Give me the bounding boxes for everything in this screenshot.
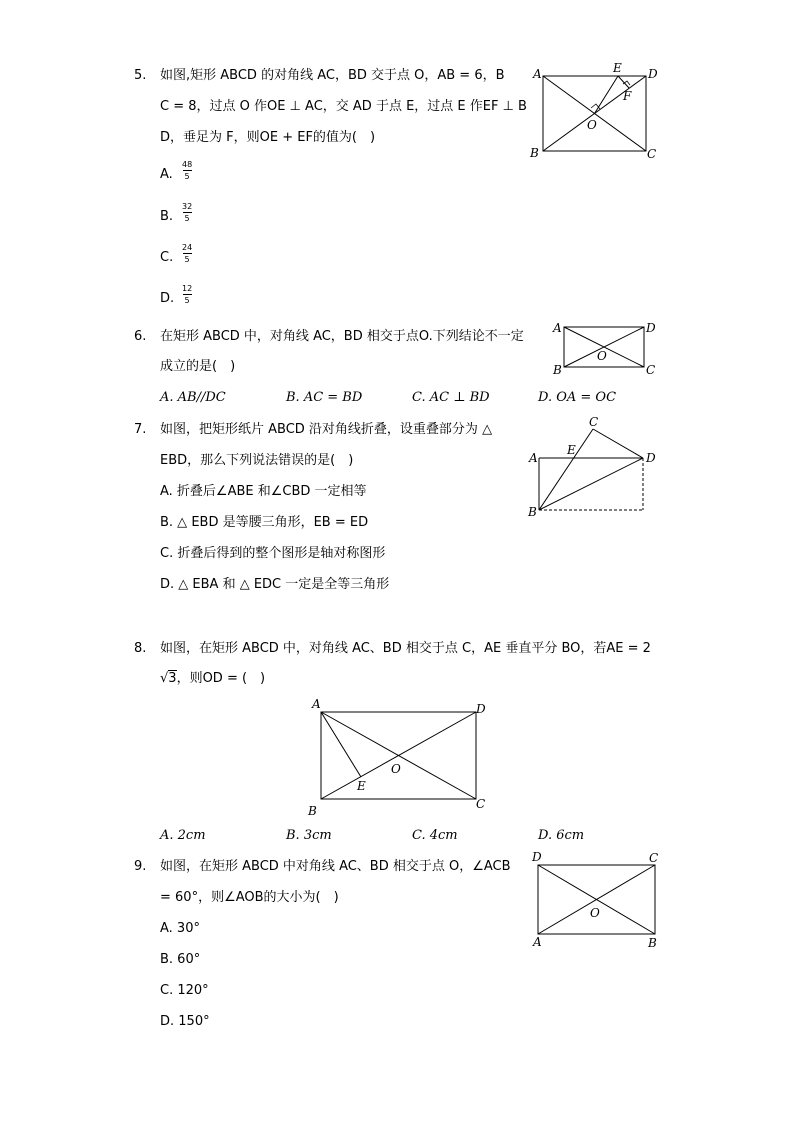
option-label: C. <box>160 250 174 265</box>
vertex-label: B <box>648 936 657 950</box>
fraction-bar <box>183 253 192 254</box>
vertex-label: C <box>589 415 599 429</box>
vertex-label: D <box>648 67 658 81</box>
vertex-label: C <box>647 147 657 161</box>
q9-figure <box>525 848 665 950</box>
vertex-label: E <box>357 779 366 793</box>
vertex-label: D <box>646 451 656 465</box>
fraction-denominator: 5 <box>184 214 190 223</box>
fraction-numerator: 48 <box>182 160 193 169</box>
option-a[interactable]: A. 折叠后∠ABE 和∠CBD 一定相等 <box>160 484 367 499</box>
vertex-label: E <box>613 61 622 75</box>
q7-figure <box>525 412 660 520</box>
option-fraction <box>182 243 192 264</box>
option-fraction <box>182 160 192 181</box>
option-b[interactable]: B. 60° <box>160 952 201 967</box>
fraction-numerator: 32 <box>182 202 193 211</box>
option-b[interactable]: B. AC = BD <box>286 390 363 405</box>
fraction-bar <box>183 212 192 213</box>
vertex-label: C <box>649 851 659 865</box>
vertex-label: O <box>587 118 597 132</box>
question-number: 6. <box>134 329 147 344</box>
question-text-line: EBD，那么下列说法错误的是( ) <box>160 453 354 468</box>
sqrt-radicand: 3 <box>168 671 177 686</box>
vertex-label: C <box>646 363 656 377</box>
vertex-label: B <box>553 363 562 377</box>
question-text-line: 在矩形 ABCD 中，对角线 AC，BD 相交于点O.下列结论不一定 <box>160 329 524 344</box>
vertex-label: D <box>532 850 542 864</box>
vertex-label: B <box>528 505 537 519</box>
fraction-denominator: 5 <box>184 255 190 264</box>
option-fraction <box>182 202 192 223</box>
question-text-line: 如图，在矩形 ABCD 中，对角线 AC、BD 相交于点 C，AE 垂直平分 BO，若AE = 2 <box>160 641 651 656</box>
question-text-line: = 60°，则∠AOB的大小为( ) <box>160 890 339 905</box>
option-label: B. <box>160 209 174 224</box>
option-label: A. <box>160 167 173 182</box>
option-a[interactable]: A. 2cm <box>160 828 206 843</box>
vertex-label: O <box>597 349 607 363</box>
fraction-bar <box>183 294 192 295</box>
question-number: 9. <box>134 859 147 874</box>
option-a[interactable]: A. 30° <box>160 921 200 936</box>
question-text-line: 成立的是( ) <box>160 359 236 374</box>
question-text-line: C = 8，过点 O 作OE ⊥ AC，交 AD 于点 E，过点 E 作EF ⊥ B <box>160 99 527 114</box>
fraction-numerator: 24 <box>182 243 193 252</box>
vertex-label: B <box>308 804 317 818</box>
option-c[interactable]: C. 折叠后得到的整个图形是轴对称图形 <box>160 546 386 561</box>
vertex-label: A <box>312 697 321 711</box>
option-a[interactable]: A. AB//DC <box>160 390 226 405</box>
option-d[interactable]: D. △ EBA 和 △ EDC 一定是全等三角形 <box>160 577 390 592</box>
vertex-label: B <box>530 146 539 160</box>
vertex-label: A <box>529 451 538 465</box>
vertex-label: O <box>391 762 401 776</box>
question-number: 5. <box>134 68 147 83</box>
option-d[interactable]: D. OA = OC <box>538 390 617 405</box>
question-text-line <box>160 671 265 687</box>
option-fraction <box>182 284 192 305</box>
question-number: 8. <box>134 641 147 656</box>
fraction-denominator: 5 <box>184 172 190 181</box>
fraction-numerator: 12 <box>182 284 193 293</box>
vertex-label: O <box>590 906 600 920</box>
option-b[interactable]: B. 3cm <box>286 828 332 843</box>
option-b[interactable]: B. △ EBD 是等腰三角形，EB = ED <box>160 515 369 530</box>
q8-figure <box>305 695 495 820</box>
question-text-tail: ，则OD = ( ) <box>176 671 266 686</box>
question-text-line: 如图，把矩形纸片 ABCD 沿对角线折叠，设重叠部分为 △ <box>160 422 493 437</box>
option-c[interactable]: C. AC ⊥ BD <box>412 390 490 405</box>
option-c[interactable]: C. 4cm <box>412 828 458 843</box>
q6-figure <box>548 318 663 380</box>
question-text-line: 如图，在矩形 ABCD 中对角线 AC、BD 相交于点 O，∠ACB <box>160 859 511 874</box>
question-text-line: D，垂足为 F，则OE + EF的值为( ) <box>160 130 376 145</box>
sqrt-sign: √ <box>160 671 169 686</box>
vertex-label: A <box>553 321 562 335</box>
fraction-denominator: 5 <box>184 296 190 305</box>
option-d[interactable]: D. 6cm <box>538 828 585 843</box>
vertex-label: D <box>476 702 486 716</box>
vertex-label: D <box>646 321 656 335</box>
option-c[interactable]: C. 120° <box>160 983 209 998</box>
vertex-label: C <box>476 797 486 811</box>
vertex-label: A <box>533 67 542 81</box>
option-d[interactable]: D. 150° <box>160 1014 210 1029</box>
question-text-line: 如图,矩形 ABCD 的对角线 AC，BD 交于点 O，AB = 6，B <box>160 68 505 83</box>
vertex-label: E <box>567 443 576 457</box>
option-label: D. <box>160 291 175 306</box>
vertex-label: F <box>623 89 632 103</box>
question-number: 7. <box>134 422 147 437</box>
fraction-bar <box>183 170 192 171</box>
q5-figure <box>525 60 665 165</box>
vertex-label: A <box>533 935 542 949</box>
